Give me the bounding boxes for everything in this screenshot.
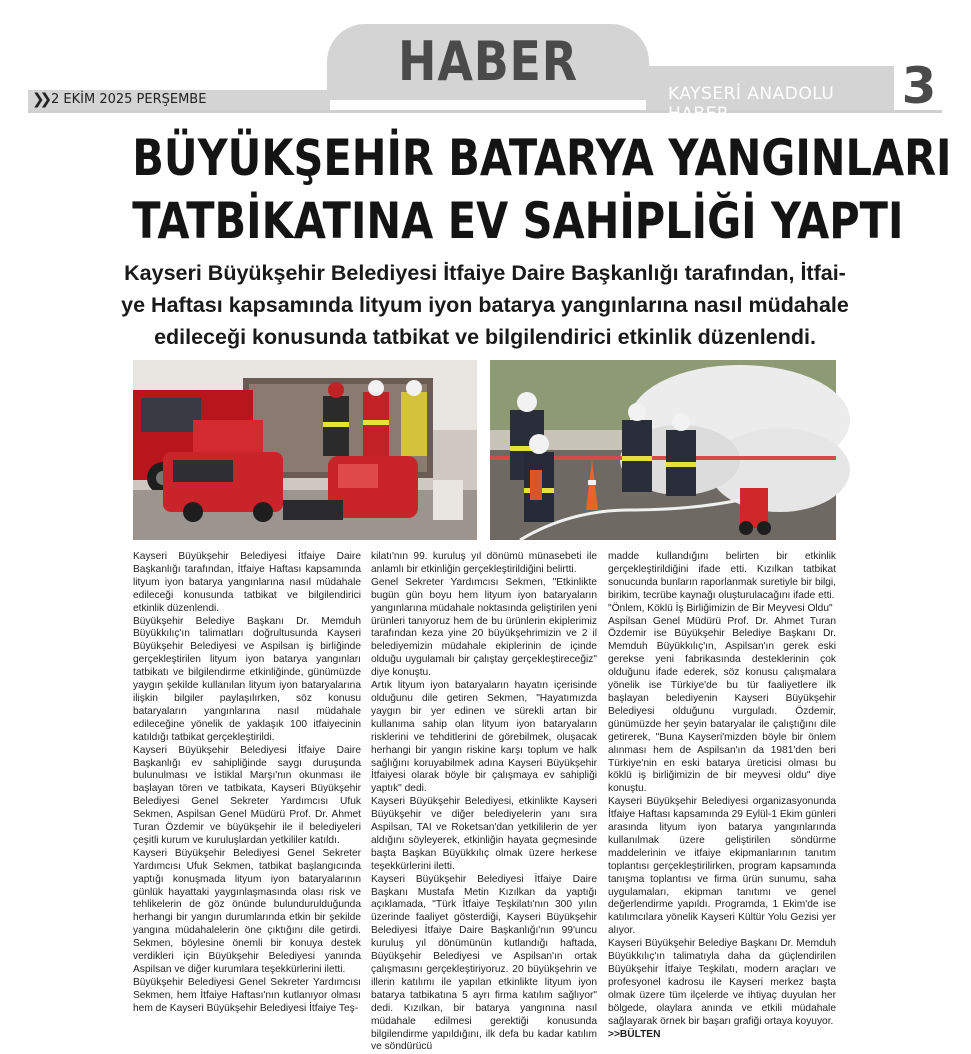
paragraph: Büyükşehir Belediyesi Genel Sekreter Yardımcısı Sekmen, hem İtfaiye Haftası'nın kutlanıyor olması hem de Kayseri Büyükşehir Belediyesi İtfaiye Teş- xyxy=(133,976,361,1014)
paragraph: madde kullandığını belirten bir etkinlik gerçekleştirildiğini ifade etti. Kızılkan tatbikat sonucunda bunların raporlanmak suretiyle bir bilgi, birikim, tecrübe kaynağı oluşturulacağını ifade etti. xyxy=(608,551,836,601)
article-column-2 xyxy=(371,551,597,1053)
article-column-1 xyxy=(133,551,361,1014)
paragraph: Kayseri Büyükşehir Belediye Başkanı Dr. Memduh Büyükkılıç'ın talimatıyla daha da güçlendirilen Büyükşehir İtfaiye Teşkilatı, modern araçları ve profesyonel kadrosu ile Kayseri merkez başta olmak üzere tüm ilçelerde ve ihtiyaç duyulan her bölgede, olaylara anında ve etkili müdahale sağlayarak örnek bir başarı grafiği ortaya koyuyor. xyxy=(608,938,836,1027)
photo-equipment-display xyxy=(133,360,477,540)
page-number: 3 xyxy=(901,57,937,115)
spot-line-2: ye Haftası kapsamında lityum iyon batarya yangınlarına nasıl müdahale xyxy=(121,293,849,317)
paragraph: Kayseri Büyükşehir Belediyesi, etkinlikte Kayseri Büyükşehir ve diğer belediyelerin yanı sıra Aspilsan, TAI ve Roketsan'dan yetkililerin de yer aldığını söyleyerek, etkinliğin hayata geçmesinde başta Başkan Büyükkılıç olmak üzere herkese teşekkürlerini iletti. xyxy=(371,796,597,872)
spot-line-1: Kayseri Büyükşehir Belediyesi İtfaiye Daire Başkanlığı tarafından, İtfai- xyxy=(124,261,846,285)
paragraph: Büyükşehir Belediye Başkanı Dr. Memduh Büyükkılıç'ın talimatları doğrultusunda Kayseri Büyükşehir Belediyesi ve Aspilsan iş birliğinde gerçekleştirilen lityum iyon batarya yangınları tatbikatı ve bilgilendirme etkinliğinde, günümüzde yaygın şekilde kullanılan lityum iyon bataryalarına ilişkin bilgiler paylaşılırken, söz konusu bataryaların yangınlarına nasıl müdahale edileceğine yönelik de yaklaşık 100 itfaiyecinin katıldığı tatbikat gerçekleştirildi. xyxy=(133,615,361,743)
chevron-right-icon: ❯❯ xyxy=(32,91,48,108)
headline-line-2: TATBİKATINA EV SAHİPLİĞİ YAPTI xyxy=(132,192,904,250)
photo-field-drill xyxy=(490,360,836,540)
spot-line-3: edileceği konusunda tatbikat ve bilgilendirici etkinlik düzenlendi. xyxy=(154,325,816,349)
newspaper-name: KAYSERİ ANADOLU HABER xyxy=(668,84,835,124)
article-column-3 xyxy=(608,551,836,1040)
paragraph: Aspilsan Genel Müdürü Prof. Dr. Ahmet Turan Özdemir ise Büyükşehir Belediye Başkanı Dr. Memduh Büyükkılıç'ın, Aspilsan'ın gerek eski gerekse yeni fabrikasında desteklerinin çok olduğunu ifade ederek, söz konusu çalışmalara yönelik ise Türkiye'de bu tür faaliyetlere ilk başlayan belediyenin Kayseri Büyükşehir Belediyesi olduğunu vurguladı. Özdemir, günümüzde her şeyin bataryalar ile çalıştığını dile getirerek, "Buna Kayseri'mizden böyle bir önlem alınması hem de Aspilsan'ın da 1981'den beri Türkiye'nin en eski batarya üreticisi olması bu köklü iş birliğimizin de bir meyvesi oldu" diye konuştu. xyxy=(608,615,836,795)
paragraph: Kayseri Büyükşehir Belediyesi İtfaiye Daire Başkanlığı ev sahipliğinde saygı duruşunda bulunulması ve İstiklal Marşı'nın okunması ile başlayan tören ve tatbikata, Kayseri Büyükşehir Belediyesi Genel Sekreter Yardımcısı Ufuk Sekmen, Aspilsan Genel Müdürü Prof. Dr. Ahmet Turan Özdemir ve büyükşehir ile il belediyeleri çeşitli kurum ve kuruluşlardan yetkililer katıldı. xyxy=(133,744,361,846)
paragraph: Genel Sekreter Yardımcısı Sekmen, "Etkinlikte bugün gün boyu hem lityum iyon bataryaların yangınlarına müdahale noktasında geliştirilen yeni ürünleri tanıyoruz hem de bu ürünlerin ekiplerimiz tarafından keza yine 20 büyükşehrimizin ve 2 il belediyemizin müdahale ekiplerinin de içinde olduğu uygulamalı bir çalıştay gerçekleştireceğiz" diye konuştu. xyxy=(371,576,597,679)
paragraph: Kayseri Büyükşehir Belediyesi Genel Sekreter Yardımcısı Ufuk Sekmen, tatbikat başlangıcında yaptığı konuşmada lityum iyon bataryalarının günlük hayattaki yaygınlaşmasında olası risk ve tehlikelerin de göz önünde bulundurulduğunda herhangi bir yangın durumlarında etkin bir şekilde yangına müdahalelerin öne çıktığını dile getirdi. Sekmen, böylesine önemli bir konuya destek verdikleri için Büyükşehir Belediyesi yanında Aspilsan ve diğer kurumlara teşekkürlerini iletti. xyxy=(133,847,361,975)
section-label: HABER xyxy=(398,30,578,93)
headline-line-1: BÜYÜKŞEHİR BATARYA YANGINLARI xyxy=(132,129,952,187)
subheading: "Önlem, Köklü İş Birliğimizin de Bir Meyvesi Oldu" xyxy=(608,602,833,614)
agency-signoff: >>BÜLTEN xyxy=(608,1028,661,1040)
paragraph: Artık lityum iyon bataryaların hayatın içerisinde olduğunu dile getiren Sekmen, "Hayatımızda yaygın bir yer edinen ve sürekli artan bir kullanıma sahip olan lityum iyon bataryaların risklerini ve tehditlerini de görebilmek, oluşacak herhangi bir yangın riskine karşı toplum ve halk sağlığını koruyabilmek adına Kayseri Büyükşehir İtfaiyesi olarak böyle bir çalışmaya ev sahipliği yaptık" dedi. xyxy=(371,680,597,795)
paragraph: Kayseri Büyükşehir Belediyesi İtfaiye Daire Başkanlığı tarafından, İtfaiye Haftası kapsamında lityum iyon batarya yangınlarına nasıl müdahale edileceği konusunda tatbikat ve bilgilendirici etkinlik düzenlendi. xyxy=(133,551,361,614)
paragraph: Kayseri Büyükşehir Belediyesi İtfaiye Daire Başkanı Mustafa Metin Kızılkan da yaptığı açıklamada, "Türk İtfaiye Teşkilatı'nın 300 yılın üzerinde faaliyet gösterdiği, Kayseri Büyükşehir Belediyesi İtfaiye Daire Başkanlığı'nın 99'uncu kuruluş yıl dönümünün kutlandığı haftada, Büyükşehir Belediyesi ve Aspilsan'ın ortak çalışmasını gerçekleştiriyoruz. 20 büyükşehrin ve illerin katılımı ile yapılan etkinlikte lityum iyon batarya tatbikatına 5 ayrı firma katılım sağlıyor" dedi. Kızılkan, bir batarya yangınına nasıl müdahale edilmesi gerektiği konusunda bilgilendirme yapıldığını, ilk defa bu kadar katılım ve söndürücü xyxy=(371,873,597,1053)
paragraph: kilatı'nın 99. kuruluş yıl dönümü münasebeti ile anlamlı bir etkinliğin gerçekleştirildiğini belirtti. xyxy=(371,551,597,575)
paragraph: Kayseri Büyükşehir Belediyesi organizasyonunda İtfaiye Haftası kapsamında 29 Eylül-1 Ekim günleri arasında lityum iyon batarya yangınlarında kullanılmak üzere geliştirilen söndürme maddelerinin ve itfaiye ekipmanlarının tanıtım toplantısı gerçekleştirilirken, program kapsamında tanışma toplantısı ve firma ürün sunumu, saha uygulamaları, ekipman tanıtımı ve genel değerlendirme yapıldı. Programda, 1 Ekim'de ise katılımcılara yönelik Kayseri Kültür Yolu Gezisi yer alıyor. xyxy=(608,796,836,937)
issue-date: 2 EKİM 2025 PERŞEMBE xyxy=(51,92,207,107)
